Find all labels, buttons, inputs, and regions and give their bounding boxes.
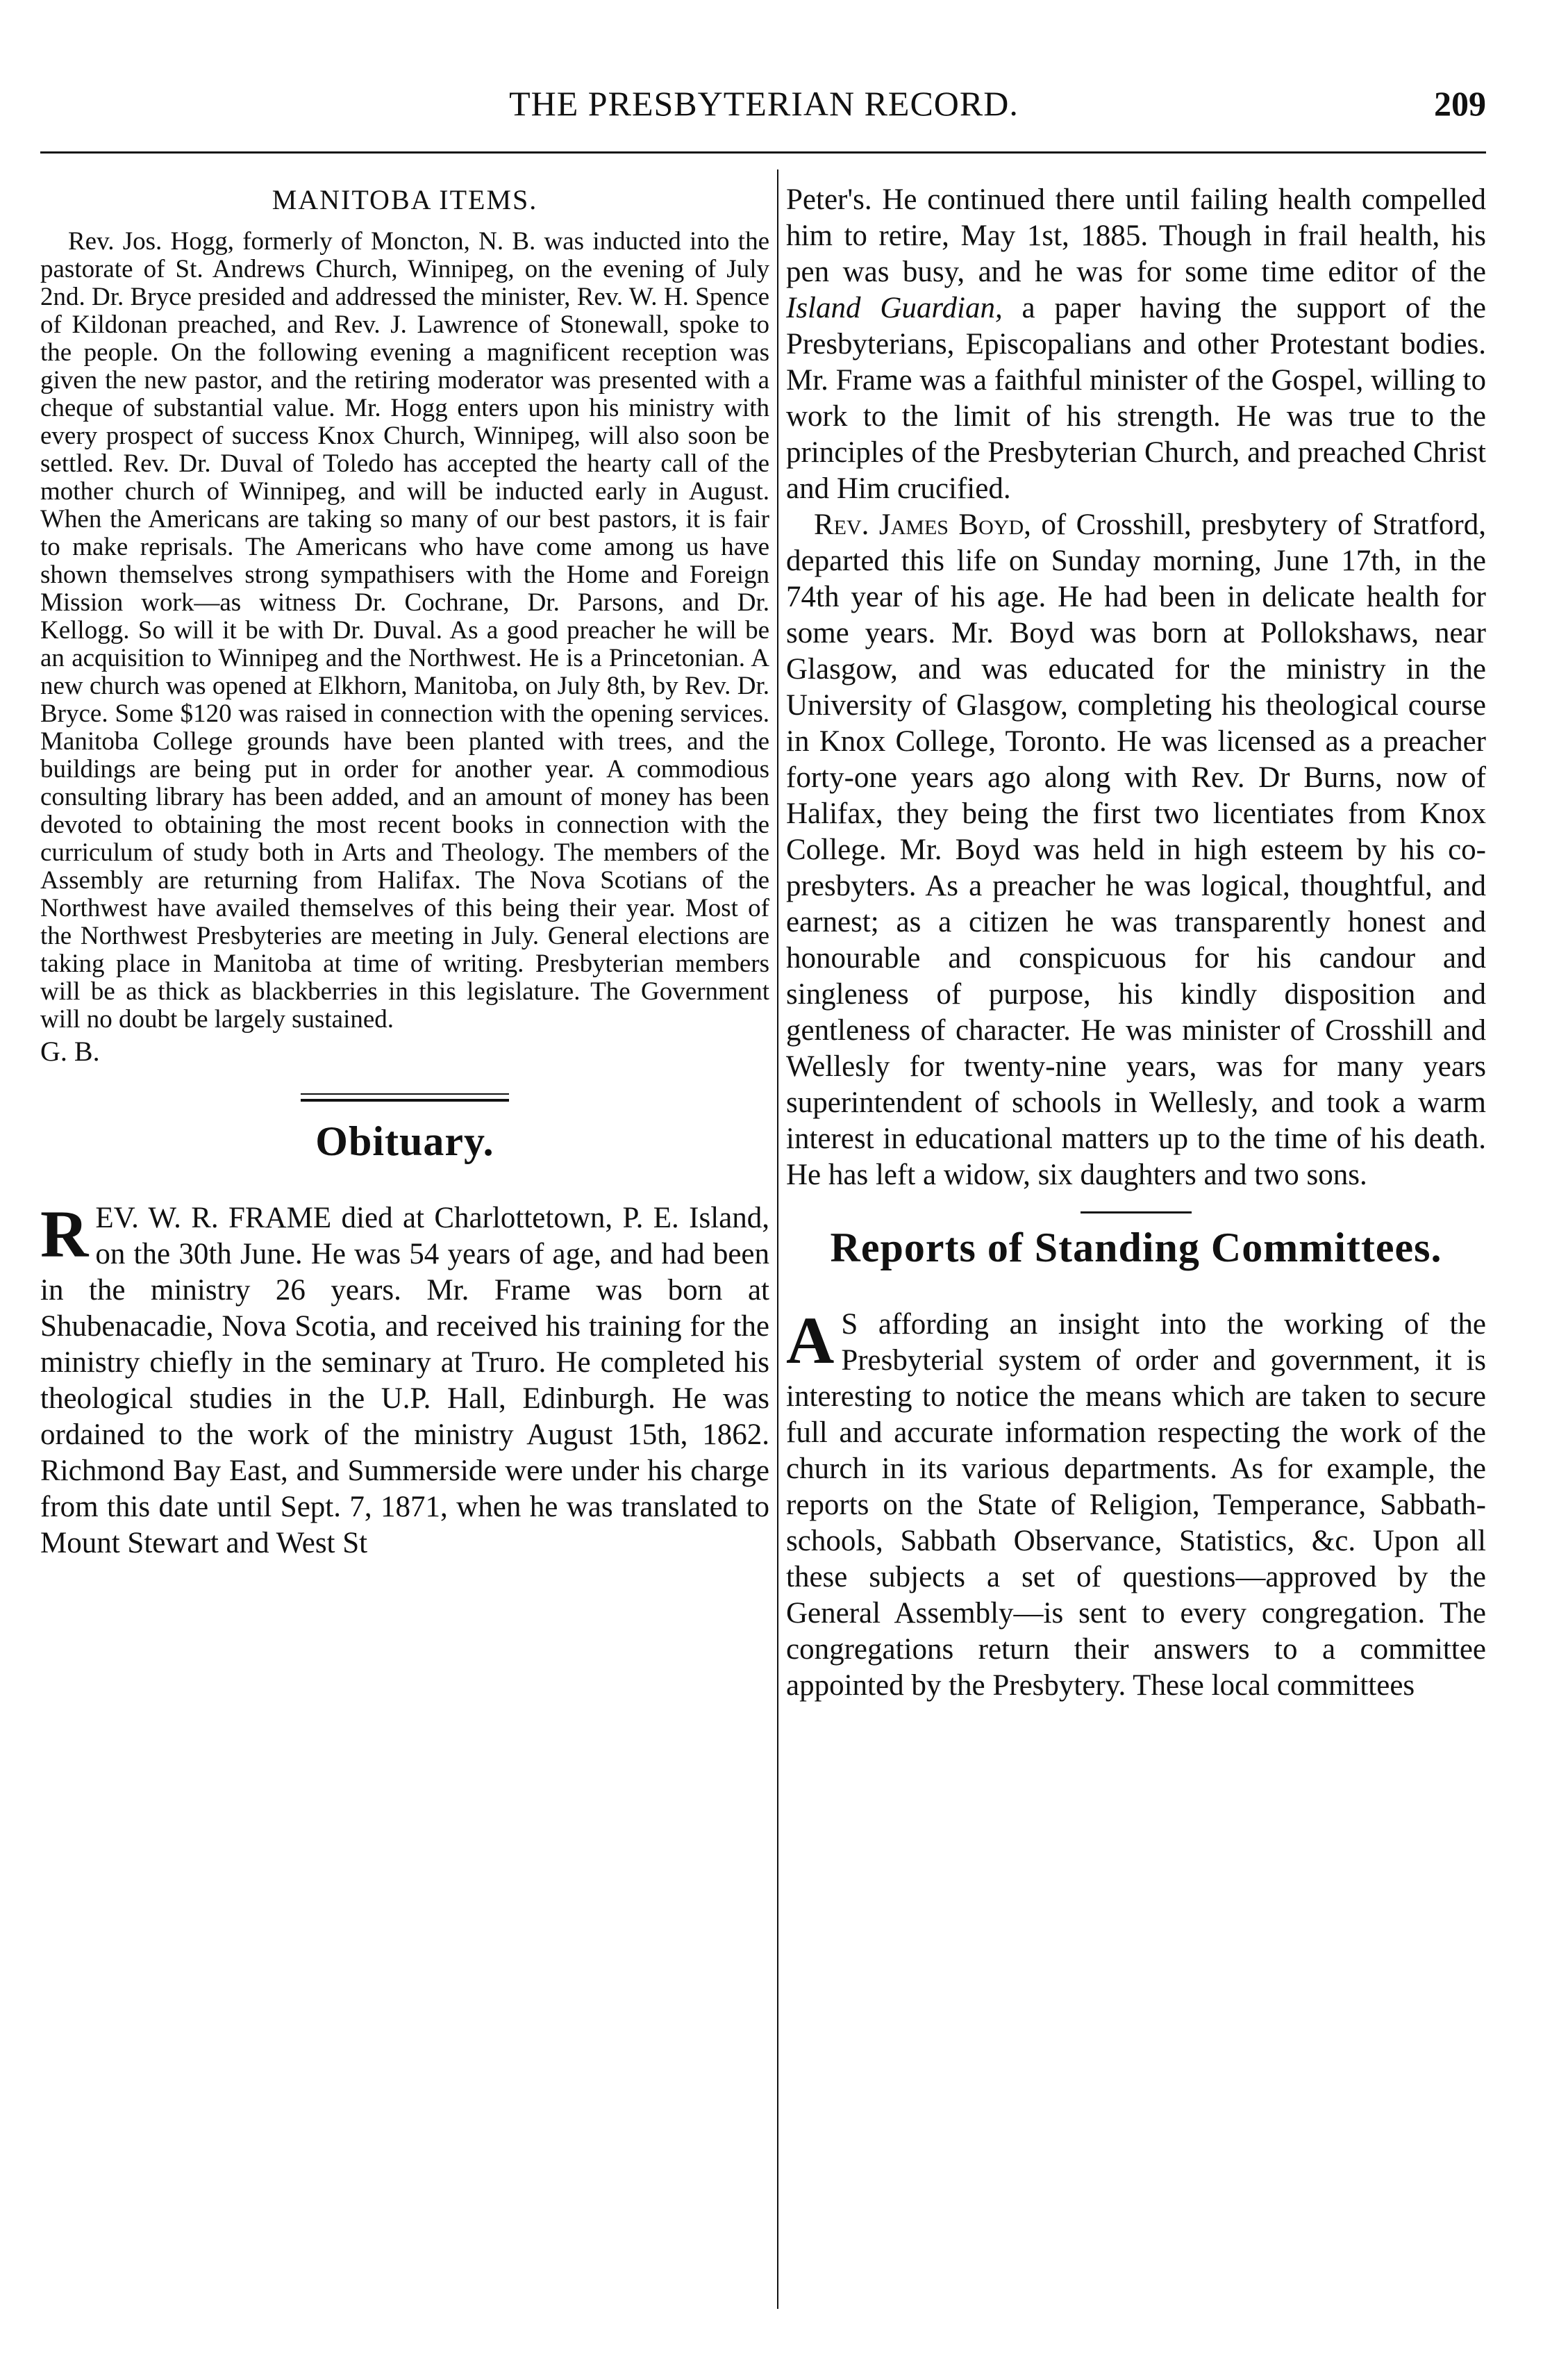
reports-drop-cap: A: [786, 1303, 835, 1377]
manitoba-items-signoff: G. B.: [40, 1036, 100, 1067]
obituary-frame-cont-a: Peter's. He continued there until failing health compelled him to retire, May 1st, 1885. Though in frail health, his pen was busy, and he was for some time editor of the: [786, 183, 1486, 288]
left-column: [40, 182, 769, 2266]
reports-text: S affording an insight into the working of the Presbyterial system of order and government, it is interesting to notice the means which are taken to secure full and accurate information respecting the work of the church in its various departments. As for example, the reports on the State of Religion, Temperance, Sabbath-schools, Sabbath Observance, Statistics, &c. Upon all these subjects a set of questions—approved by the General Assembly—is sent to every congregation. The congregations return their answers to a committee appointed by the Presbytery. These local committees: [786, 1308, 1486, 1702]
obituary-boyd-name: Rev. James Boyd,: [814, 508, 1031, 541]
section-separator-rule-right: [1081, 1211, 1192, 1213]
obituary-boyd-paragraph: [786, 507, 1486, 1193]
manitoba-items-heading: MANITOBA ITEMS.: [272, 184, 538, 215]
header-rule: [40, 151, 1486, 154]
manitoba-items-body: Rev. Jos. Hogg, formerly of Moncton, N. B. was inducted into the pastorate of St. Andrews Church, Winnipeg, on the evening of July 2nd. Dr. Bryce presided and addressed the minister, Rev. W. H. Spence of Kildonan preached, and Rev. J. Lawrence of Stonewall, spoke to the people. On the following evening a magnificent reception was given the new pastor, and the retiring moderator was presented with a cheque of substantial value. Mr. Hogg enters upon his ministry with every prospect of success Knox Church, Winnipeg, will also soon be settled. Rev. Dr. Duval of Toledo has accepted the hearty call of the mother church of Winnipeg, and will be inducted early in August. When the Americans are taking so many of our best pastors, it is fair to make reprisals. The Americans who have come among us have shown themselves strong sympathisers with the Home and Foreign Mission work—as witness Dr. Cochrane, Dr. Parsons, and Dr. Kellogg. So will it be with Dr. Duval. As a good preacher he will be an acquisition to Winnipeg and the Northwest. He is a Princetonian. A new church was opened at Elkhorn, Manitoba, on July 8th, by Rev. Dr. Bryce. Some $120 was raised in connection with the opening services. Manitoba College grounds have been planted with trees, and the buildings are being put in order for another year. A commodious consulting library has been added, and an amount of money has been devoted to obtaining the most recent books in connection with the curriculum of study both in Arts and Theology. The members of the Assembly are returning from Halifax. The Nova Scotians of the Northwest have availed themselves of this being their year. Most of the Northwest Presbyteries are meeting in July. General elections are taking place in Manitoba at time of writing. Presbyterian members will be as thick as blackberries in this legislature. The Government will no doubt be largely sustained.: [40, 227, 769, 1034]
section-separator-rule: [301, 1093, 509, 1102]
obituary-frame-continued: [786, 182, 1486, 507]
obituary-frame-paragraph: [40, 1197, 769, 1561]
page-number: 209: [1434, 84, 1486, 123]
reports-paragraph: [786, 1303, 1486, 1704]
obituary-frame-paper: Island Guardian,: [786, 292, 1003, 324]
reports-heading: Reports of Standing Committees.: [830, 1225, 1442, 1270]
running-title: THE PRESBYTERIAN RECORD.: [509, 84, 1019, 123]
obituary-heading: Obituary.: [315, 1118, 494, 1164]
obituary-frame-text: EV. W. R. FRAME died at Charlottetown, P. E. Island, on the 30th June. He was 54 years of age, and had been in the ministry 26 years. Mr. Frame was born at Shubenacadie, Nova Scotia, and received his training for the ministry chiefly in the seminary at Truro. He completed his theological studies in the U.P. Hall, Edinburgh. He was ordained to the work of the ministry August 15th, 1862. Richmond Bay East, and Summerside were under his charge from this date until Sept. 7, 1871, when he was translated to Mount Stewart and West St: [40, 1202, 769, 1559]
obituary-drop-cap: R: [40, 1197, 89, 1271]
obituary-boyd-text: of Crosshill, presbytery of Stratford, departed this life on Sunday morning, June 17th, in the 74th year of his age. He had been in delicate health for some years. Mr. Boyd was born at Pollokshaws, near Glasgow, and was educated for the ministry in the University of Glasgow, completing his theological course in Knox College, Toronto. He was licensed as a preacher forty-one years ago along with Rev. Dr Burns, now of Halifax, they being the first two licentiates from Knox College. Mr. Boyd was held in high esteem by his co-presbyters. As a preacher he was logical, thoughtful, and earnest; as a citizen he was transparently honest and honourable and conspicuous for his candour and singleness of purpose, his kindly disposition and gentleness of character. He was minister of Crosshill and Wellesly for twenty-nine years, was for many years superintendent of schools in Wellesly, and took a warm interest in educational matters up to the time of his death. He has left a widow, six daughters and two sons.: [786, 508, 1486, 1191]
right-column: [786, 182, 1486, 2266]
column-divider: [777, 169, 778, 2309]
page-header: [42, 83, 1486, 139]
obituary-frame-cont-b: a paper having the support of the Presbyterians, Episcopalians and other Protestant bodies. Mr. Frame was a faithful minister of the Gospel, willing to work to the limit of his strength. He was true to the principles of the Presbyterian Church, and preached Christ and Him crucified.: [786, 292, 1486, 505]
